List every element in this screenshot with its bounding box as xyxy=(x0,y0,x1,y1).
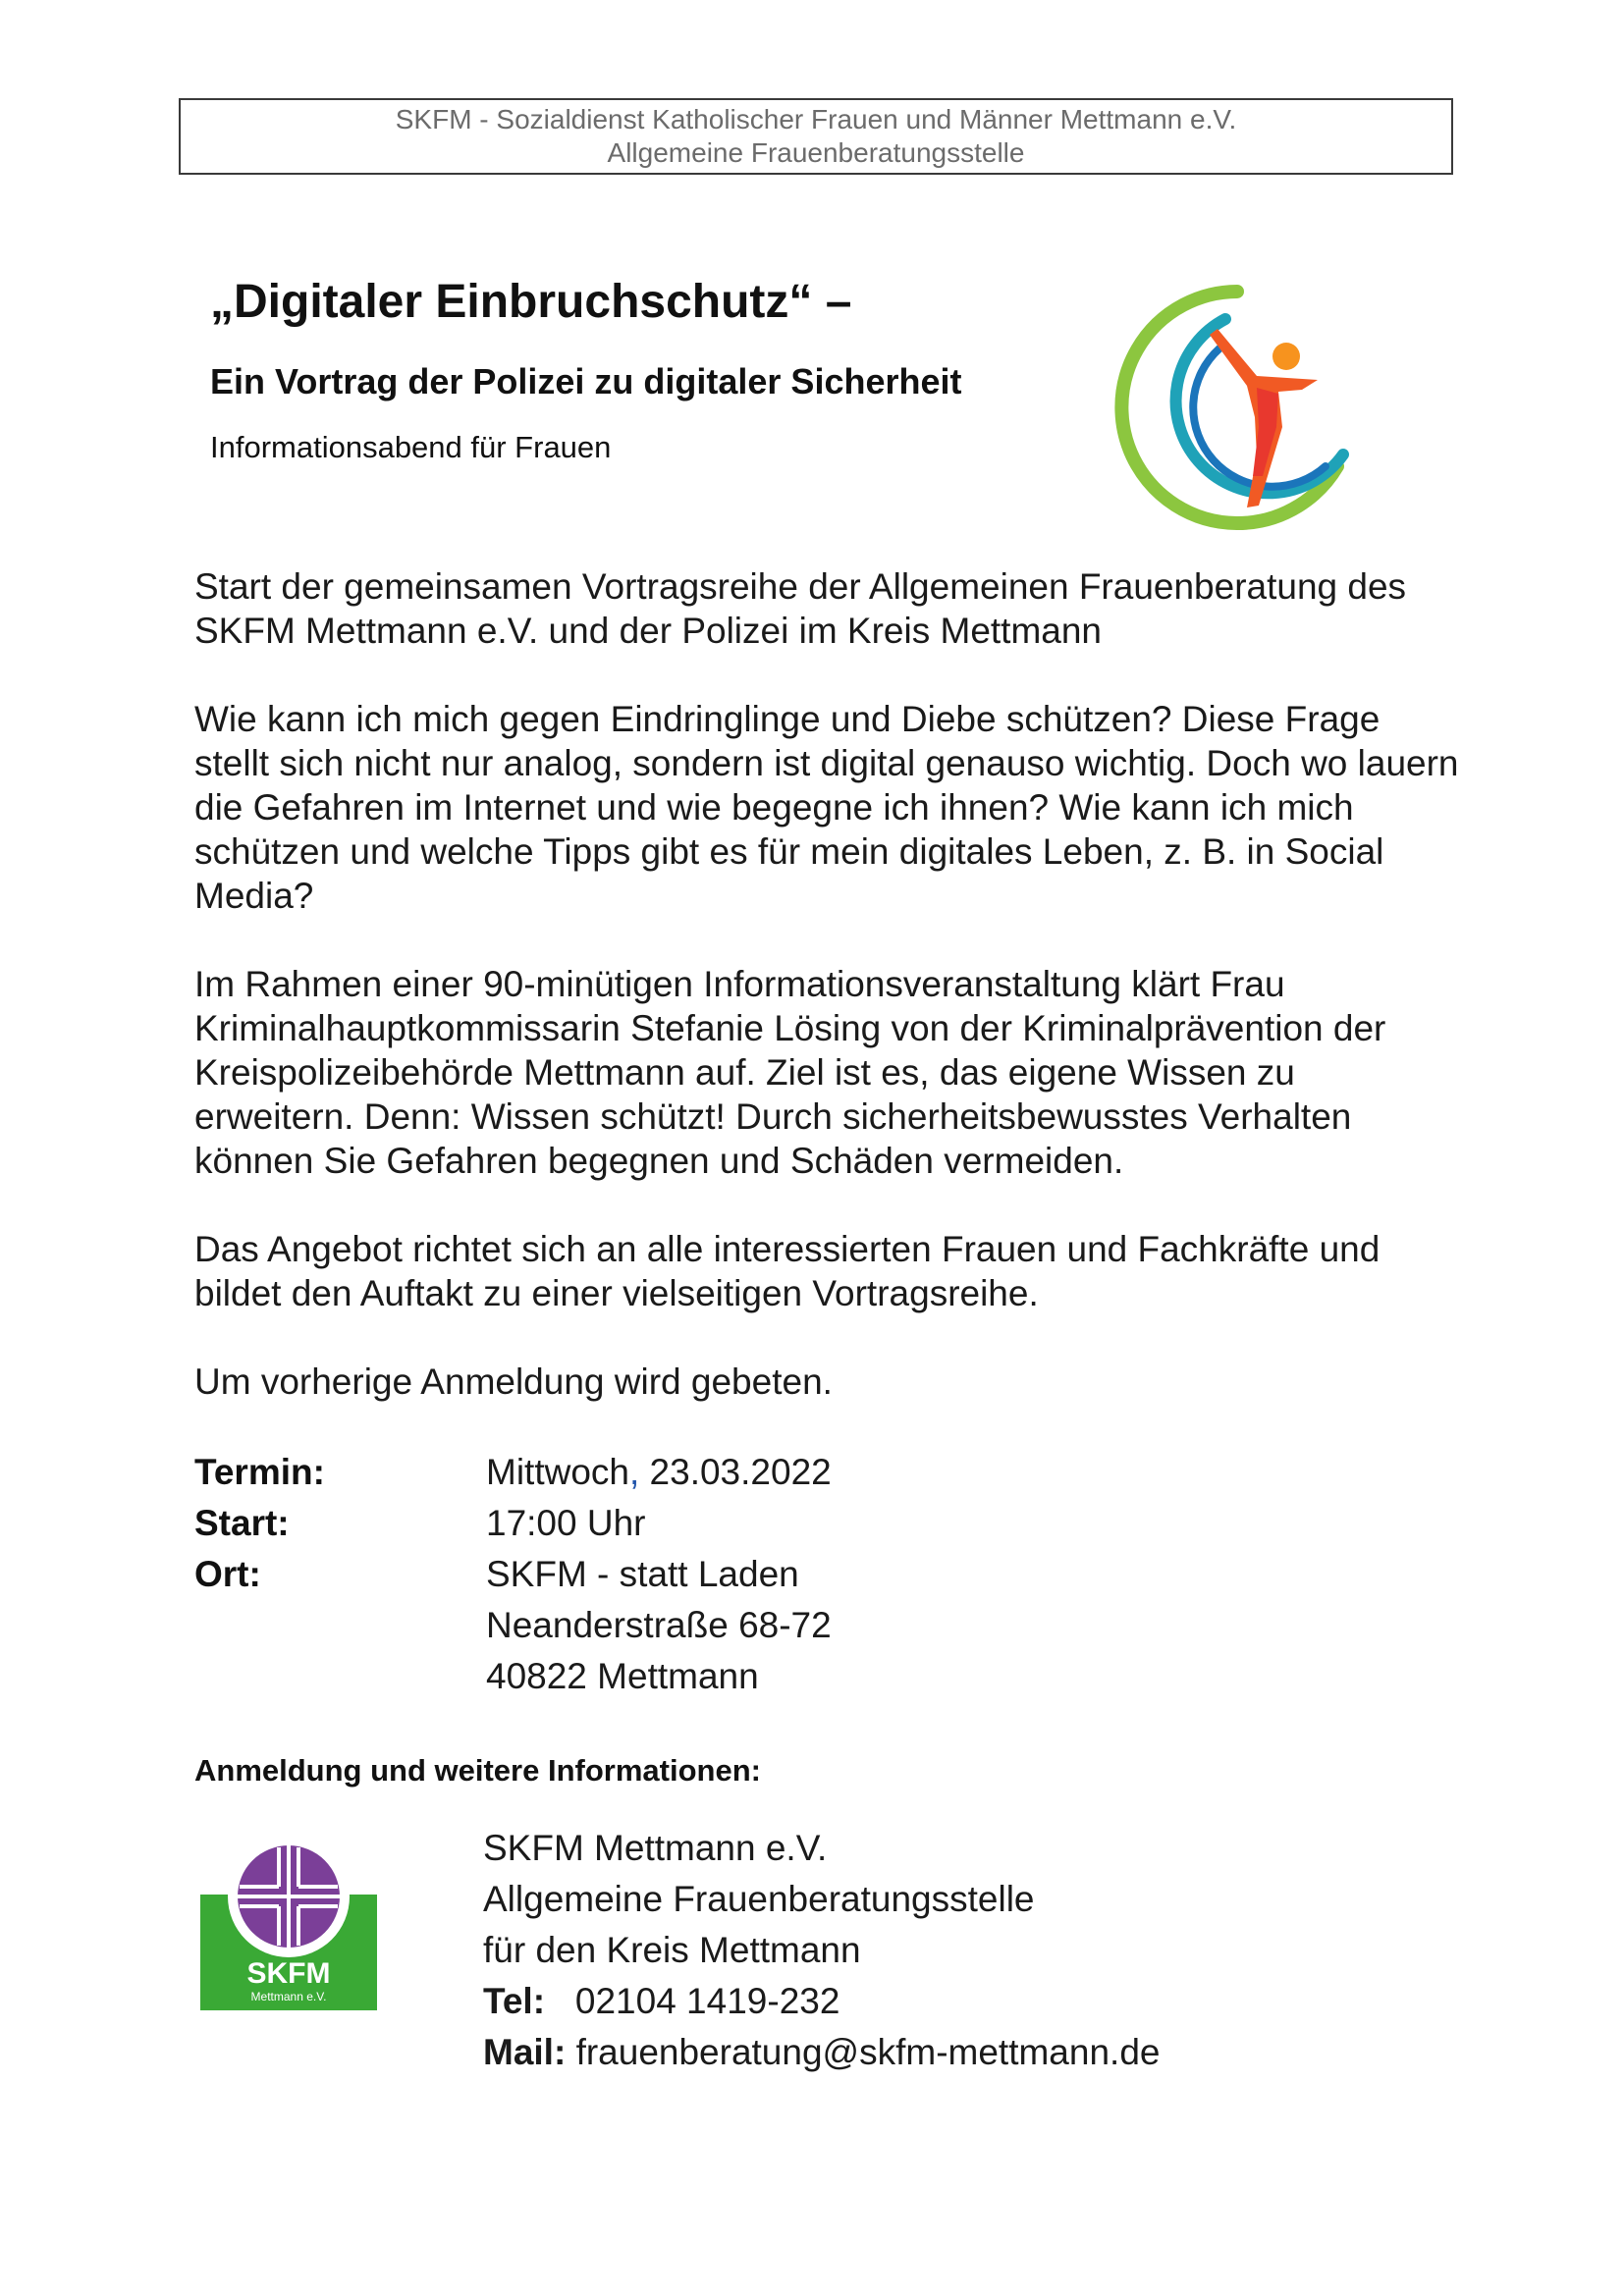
mail-label: Mail: xyxy=(483,2032,567,2072)
body-text xyxy=(194,564,1461,1404)
skfm-logo-subtext: Mettmann e.V. xyxy=(250,1990,327,2003)
ort-row-3 xyxy=(194,1651,832,1702)
contact-org: SKFM Mettmann e.V. xyxy=(483,1828,828,1868)
frauenberatung-logo-icon xyxy=(1110,280,1365,535)
start-value: 17:00 Uhr xyxy=(486,1503,646,1543)
tel-value[interactable]: 02104 1419-232 xyxy=(574,1981,840,2021)
termin-label: Termin: xyxy=(194,1452,325,1492)
skfm-logo-icon xyxy=(200,1836,377,2010)
skfm-logo-text: SKFM xyxy=(246,1957,331,1990)
termin-date: 23.03.2022 xyxy=(639,1452,832,1492)
start-label: Start: xyxy=(194,1503,290,1543)
header-box xyxy=(179,98,1453,175)
tagline: Informationsabend für Frauen xyxy=(210,430,612,464)
termin-row xyxy=(194,1447,832,1498)
paragraph-questions: Wie kann ich mich gegen Eindringlinge und Diebe schützen? Diese Frage stellt sich nicht nur analog, sondern ist digital genauso wichtig. Doch wo lauern die Gefahren im Internet und wie begegne ich ihnen? Wie kann ich mich schützen und welche Tipps gibt es für mein digitales Leben, z. B. in Social Media? xyxy=(194,699,1459,916)
termin-separator: , xyxy=(628,1452,640,1492)
page-subtitle: Ein Vortrag der Polizei zu digitaler Sicherheit xyxy=(210,361,962,401)
contact-tel-row xyxy=(483,1976,1160,2027)
paragraph-details: Im Rahmen einer 90-minütigen Informationsveranstaltung klärt Frau Kriminalhauptkommissarin Stefanie Lösing von der Kriminalprävention der Kreispolizeibehörde Mettmann auf. Ziel ist es, das eigene Wissen zu erweitern. Denn: Wissen schützt! Durch sicherheitsbewusstes Verhalten können Sie Gefahren begegnen und Schäden vermeiden. xyxy=(194,964,1386,1181)
ort-line2: Neanderstraße 68-72 xyxy=(486,1605,832,1645)
mail-link[interactable]: frauenberatung@skfm-mettmann.de xyxy=(575,2032,1161,2072)
start-row xyxy=(194,1498,832,1549)
termin-value xyxy=(486,1447,832,1498)
header-line2: Allgemeine Frauenberatungsstelle xyxy=(607,137,1025,168)
header-line1: SKFM - Sozialdienst Katholischer Frauen und Männer Mettmann e.V. xyxy=(395,104,1237,134)
ort-line3: 40822 Mettmann xyxy=(486,1656,759,1696)
contact-mail-row xyxy=(483,2027,1160,2078)
paragraph-intro: Start der gemeinsamen Vortragsreihe der Allgemeinen Frauenberatung des SKFM Mettmann e.V. und der Polizei im Kreis Mettmann xyxy=(194,566,1407,651)
tel-label: Tel: xyxy=(483,1981,546,2021)
ort-label: Ort: xyxy=(194,1554,261,1594)
contact-dept: Allgemeine Frauenberatungsstelle xyxy=(483,1879,1035,1919)
ort-row xyxy=(194,1549,832,1600)
contact-block xyxy=(483,1823,1160,2078)
event-details xyxy=(194,1447,832,1702)
paragraph-audience: Das Angebot richtet sich an alle interessierten Frauen und Fachkräfte und bildet den Auftakt zu einer vielseitigen Vortragsreihe. xyxy=(194,1229,1380,1313)
paragraph-registration: Um vorherige Anmeldung wird gebeten. xyxy=(194,1362,833,1402)
termin-day: Mittwoch xyxy=(486,1452,629,1492)
ort-row-2 xyxy=(194,1600,832,1651)
ort-line1: SKFM - statt Laden xyxy=(486,1554,799,1594)
contact-heading: Anmeldung und weitere Informationen: xyxy=(194,1753,761,1788)
page-title: „Digitaler Einbruchschutz“ – xyxy=(210,276,852,328)
contact-region: für den Kreis Mettmann xyxy=(483,1930,861,1970)
